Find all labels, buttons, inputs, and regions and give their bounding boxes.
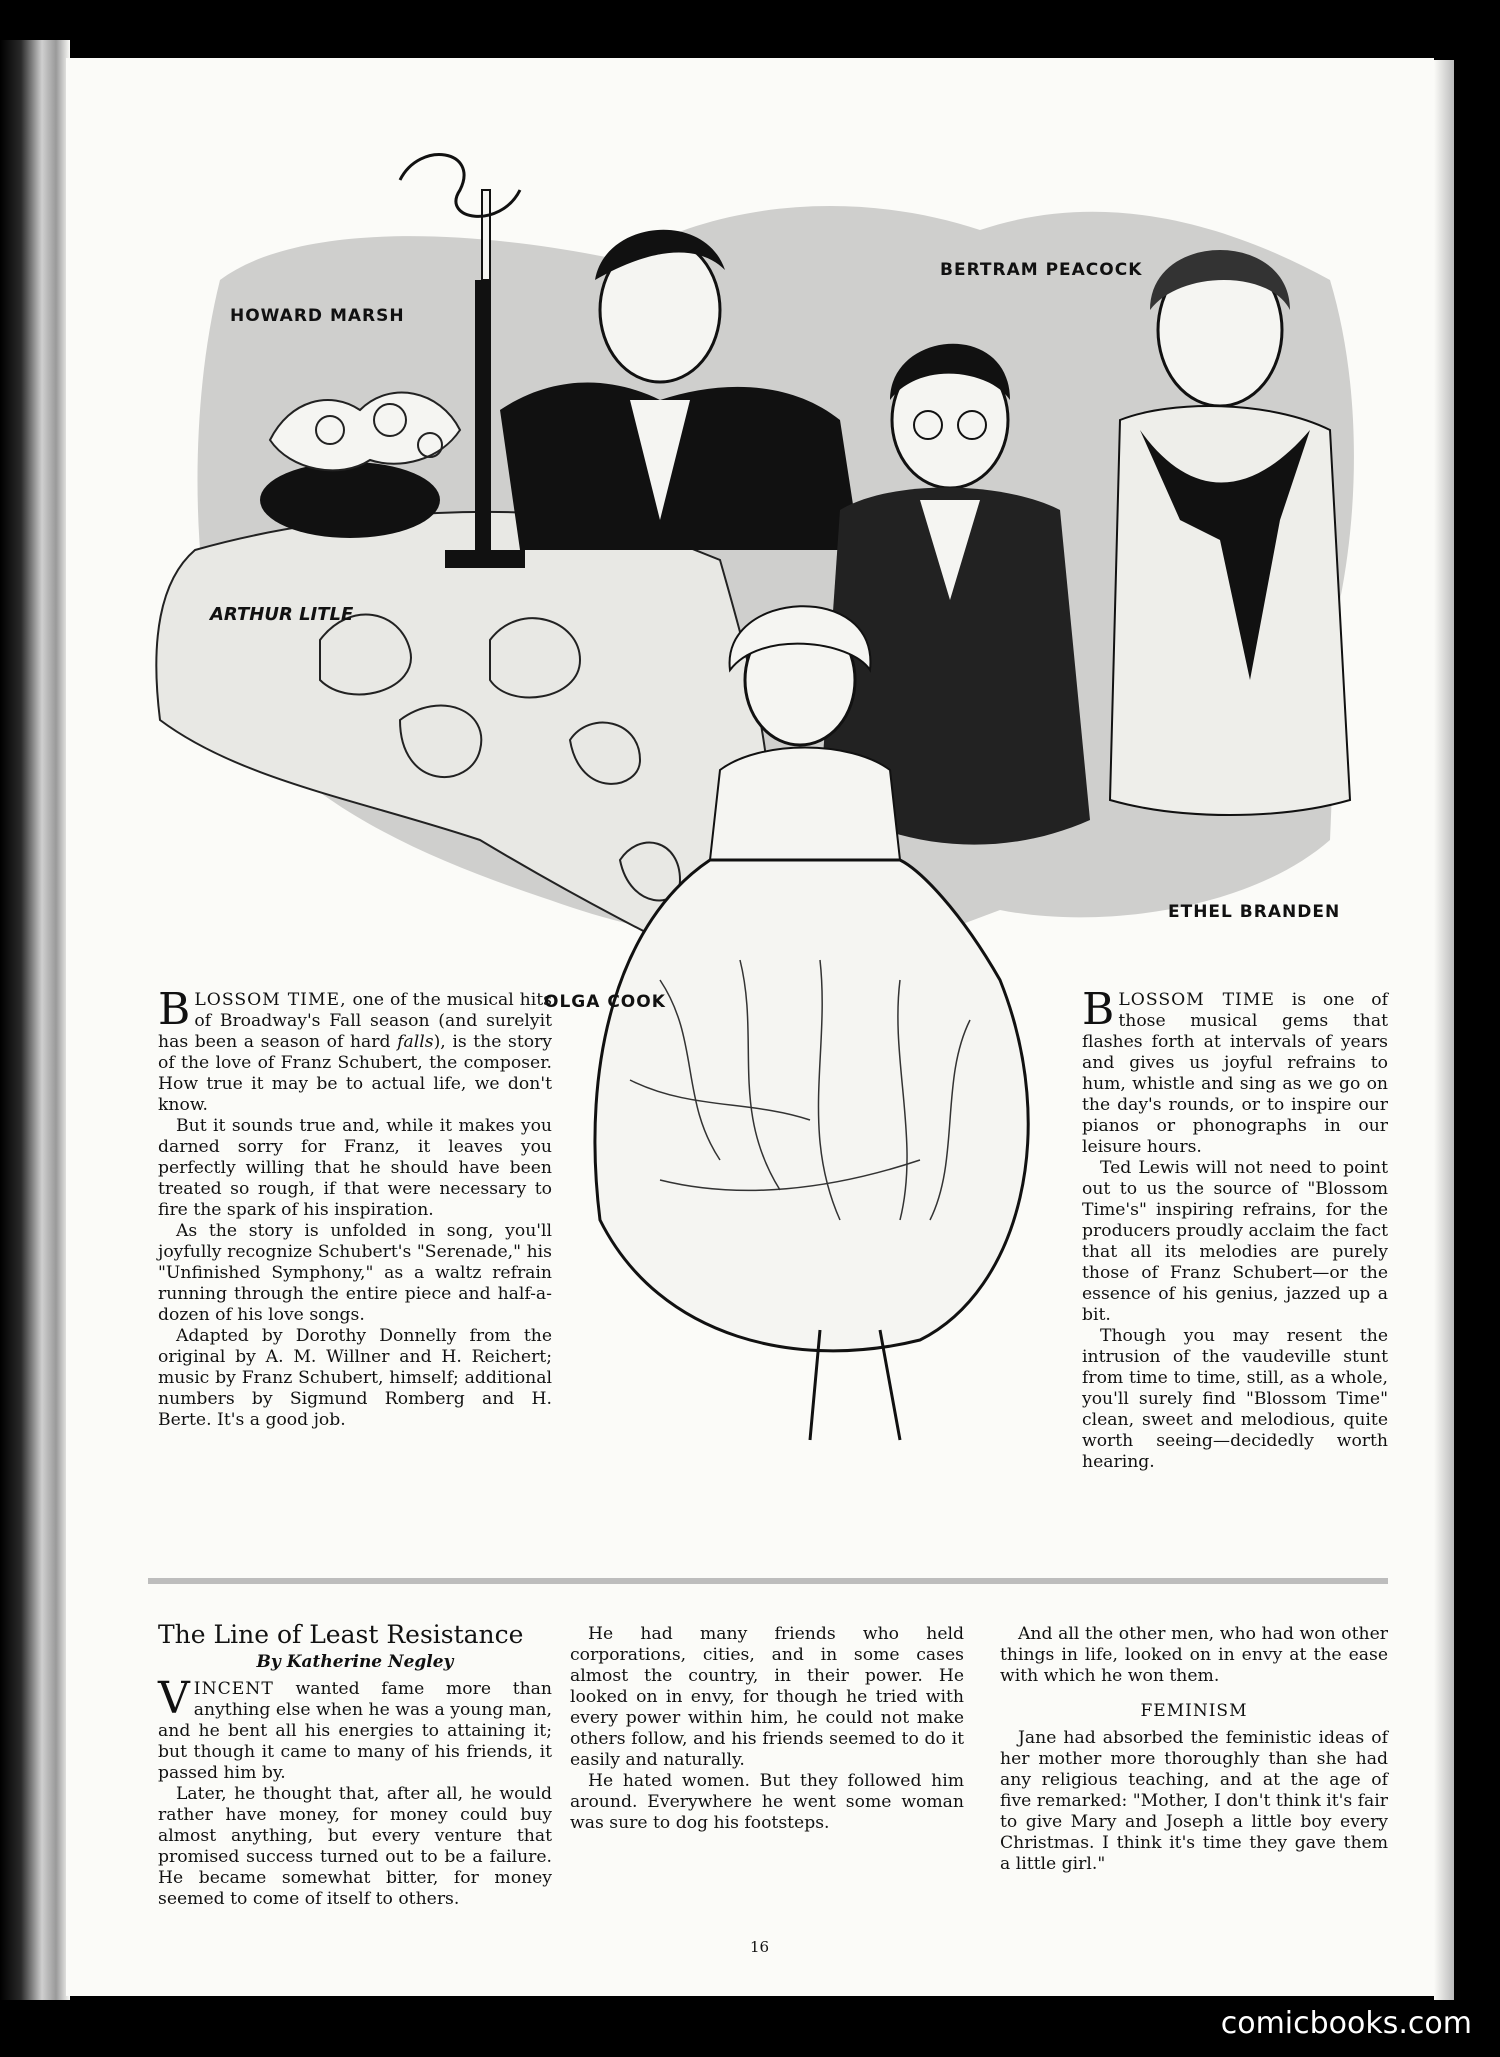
next-page-edge <box>1434 60 1500 2000</box>
paragraph: Adapted by Dorothy Donnelly from the original by A. M. Willner and H. Reichert; music by Franz Schubert, himself; additional numbers by Sigmund Romberg and H. Berte. It's a good job. <box>158 1326 552 1430</box>
caption-ethel-branden: ETHEL BRANDEN <box>1168 902 1341 922</box>
paragraph: Jane had absorbed the feministic ideas of her mother more thoroughly than she had any religious teaching, and at the age of five remarked: "Mother, I don't think it's fair to give Mary and Joseph a little boy every Christmas. I think it's time they gave them a little girl." <box>1000 1728 1388 1874</box>
story-byline: By Katherine Negley <box>256 1652 454 1672</box>
story-column-2 <box>570 1624 964 1834</box>
section-divider <box>148 1578 1388 1584</box>
paragraph: As the story is unfolded in song, you'll joyfully recognize Schubert's "Serenade," his "Unfinished Symphony," as a waltz refrain running through the entire piece and half-a-dozen of his love songs. <box>158 1221 552 1325</box>
blossom-review-right: BLOSSOM TIME is one of those musical gems that flashes forth at intervals of years and gives us joyful refrains to hum, whistle and sing as we go on the day's rounds, or to inspire our pianos or phonographs in our leisure hours. Ted Lewis will not need to point out to us the source of "Blossom Time's" inspiring refrains, for the producers proudly acclaim the fact that all its melodies are purely those of Franz Schubert—or the essence of his genius, jazzed up a bit. Though you may resent the intrusion of the vaudeville stunt from time to time, still, as a whole, you'll surely find "Blossom Time" clean, sweet and melodious, quite worth seeing—decidedly worth hearing. <box>1082 984 1388 1472</box>
caption-olga-cook: OLGA COOK <box>544 992 666 1012</box>
artist-signature: ARTHUR LITLE <box>210 604 354 625</box>
story-title: The Line of Least Resistance <box>158 1620 524 1649</box>
paragraph: And all the other men, who had won other things in life, looked on in envy at the ease with which he won them. <box>1000 1624 1388 1686</box>
paragraph: He hated women. But they followed him around. Everywhere he went some woman was sure to dog his footsteps. <box>570 1771 964 1833</box>
dropcap: V <box>158 1673 190 1724</box>
paragraph: Though you may resent the intrusion of the vaudeville stunt from time to time, still, as a whole, you'll surely find "Blossom Time" clean, sweet and melodious, quite worth seeing—decidedly worth hearing. <box>1082 1326 1388 1472</box>
paragraph: But it sounds true and, while it makes you darned sorry for Franz, it leaves you perfectly willing that he should have been treated so rough, if that were necessary to fire the spark of his inspiration. <box>158 1116 552 1220</box>
blossom-review-left: BLOSSOM TIME, one of the musical hits of Broadway's Fall season (and surelyit has been a season of hard falls), is the story of the love of Franz Schubert, the composer. How true it may be to actual life, we don't know. But it sounds true and, while it makes you darned sorry for Franz, it leaves you perfectly willing that he should have been treated so rough, if that were necessary to fire the spark of his inspiration. As the story is unfolded in song, you'll joyfully recognize Schubert's "Serenade," his "Unfinished Symphony," as a waltz refrain running through the entire piece and half-a-dozen of his love songs. Adapted by Dorothy Donnelly from the original by A. M. Willner and H. Reichert; music by Franz Schubert, himself; additional numbers by Sigmund Romberg and H. Berte. It's a good job. <box>158 984 552 1430</box>
paragraph: Ted Lewis will not need to point out to us the source of "Blossom Time's" inspiring refrains, for the producers proudly acclaim the fact that all its melodies are purely those of Franz Schubert—or the essence of his genius, jazzed up a bit. <box>1082 1158 1388 1325</box>
book-spine <box>0 40 70 2000</box>
dropcap: B <box>1082 984 1115 1035</box>
paragraph: Later, he thought that, after all, he would rather have money, for money could buy almost anything, but every venture that promised success turned out to be a failure. He became somewhat bitter, for money seemed to come of itself to others. <box>158 1784 552 1909</box>
paragraph: He had many friends who held corporations, cities, and in some cases almost the country, in their power. He looked on in envy, for though he tried with every power within him, he could not make others follow, and his friends seemed to do it easily and naturally. <box>570 1624 964 1770</box>
page-number: 16 <box>750 1938 770 1956</box>
story-column-3 <box>1000 1624 1388 1875</box>
watermark: comicbooks.com <box>1220 2006 1472 2041</box>
caption-bertram-peacock: BERTRAM PEACOCK <box>940 260 1143 280</box>
feminism-heading: FEMINISM <box>1140 1701 1248 1721</box>
caption-howard-marsh: HOWARD MARSH <box>230 306 405 326</box>
story-column-1: The Line of Least Resistance By Katherine Negley VINCENT wanted fame more than anything else when he was a young man, and he bent all his energies to attaining it; but though it came to many of his friends, it passed him by. Later, he thought that, after all, he would rather have money, for money could buy almost anything, but every venture that promised success turned out to be a failure. He became somewhat bitter, for money seemed to come of itself to others. <box>158 1620 552 1909</box>
dropcap: B <box>158 984 191 1035</box>
